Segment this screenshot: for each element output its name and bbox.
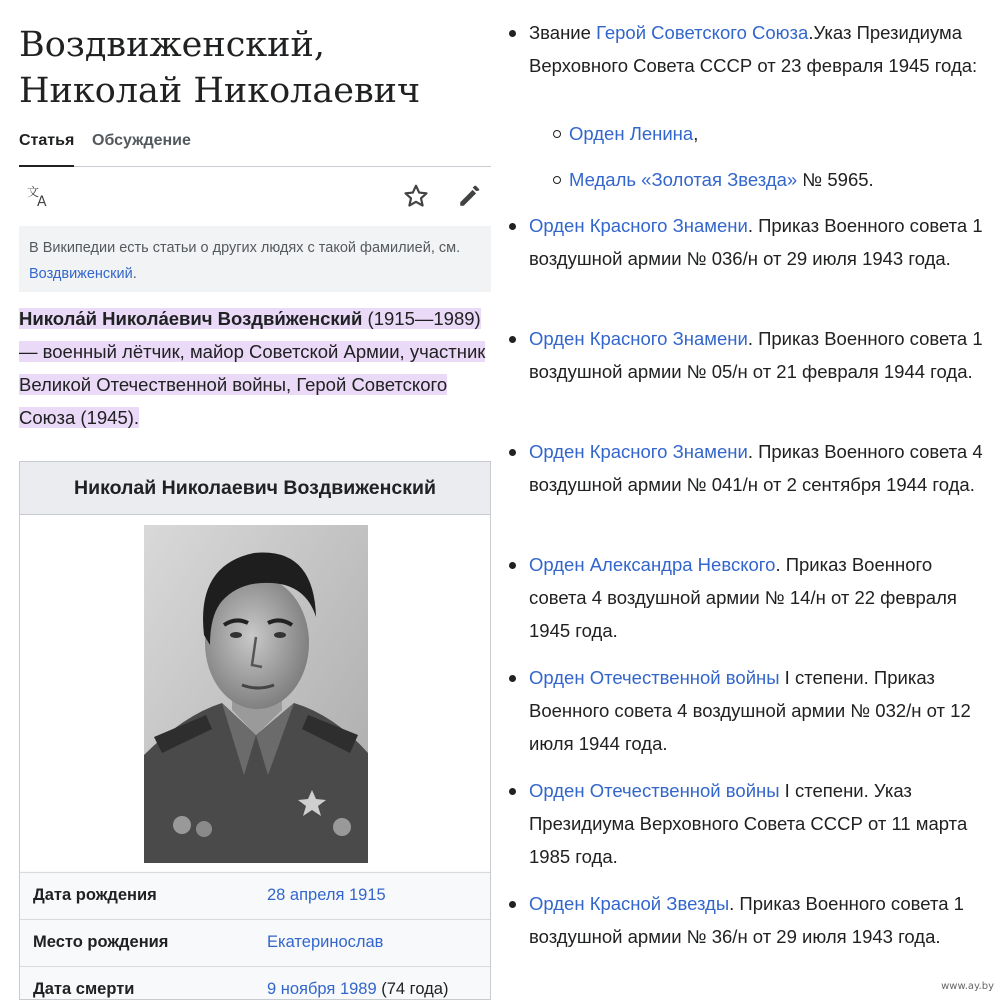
bullet — [509, 788, 516, 795]
award-hero-link[interactable]: Герой Советского Союза — [596, 22, 809, 43]
award-hero — [529, 16, 987, 82]
award-text: . Приказ Военного совета 4 воздушной армии № 041/н от 2 сентября 1944 года. — [529, 441, 983, 495]
award-link[interactable]: Орден Отечественной войны — [529, 780, 780, 801]
award-item — [529, 209, 987, 275]
award-sub-link[interactable]: Орден Ленина — [569, 123, 694, 144]
lead-text: (1915—1989) — военный лётчик, майор Советской Армии, участник Великой Отечественной войны, Герой Советского Союза (1945). — [19, 308, 486, 428]
birth-date-link[interactable]: 28 апреля 1915 — [267, 886, 386, 904]
bullet — [509, 901, 516, 908]
death-age: (74 года) — [376, 980, 449, 998]
death-date-link[interactable]: 9 ноября 1989 — [267, 980, 377, 998]
award-sub-link[interactable]: Медаль «Золотая Звезда» — [569, 169, 798, 190]
award-hero-text: .Указ Президиума Верховного Совета СССР от 23 февраля 1945 года: — [529, 22, 978, 76]
bullet — [509, 562, 516, 569]
star-icon[interactable] — [401, 181, 431, 211]
infobox-image-cell — [20, 515, 490, 871]
birth-place-label: Место рождения — [33, 933, 169, 951]
infobox-row-birth-date — [20, 872, 490, 920]
infobox-title: Николай Николаевич Воздвиженский — [20, 462, 490, 515]
award-item — [529, 322, 987, 388]
page-title: Воздвиженский, Николай Николаевич — [19, 25, 421, 111]
hatnote-end: . — [132, 266, 137, 282]
sub-bullet — [553, 130, 561, 138]
bullet — [509, 336, 516, 343]
birth-date-label: Дата рождения — [33, 886, 157, 904]
hatnote-text: В Википедии есть статьи о других людях с такой фамилией, см. — [29, 240, 461, 256]
award-sub-text: № 5965. — [797, 169, 874, 190]
award-link[interactable]: Орден Красного Знамени — [529, 215, 748, 236]
portrait-photo[interactable] — [144, 525, 368, 863]
namespace-tabs — [19, 118, 491, 167]
award-item — [529, 887, 987, 953]
birth-date-value — [267, 886, 386, 905]
award-text: I степени. Приказ Военного совета 4 воздушной армии № 032/н от 12 июля 1944 года. — [529, 667, 971, 754]
award-link[interactable]: Орден Красной Звезды — [529, 893, 730, 914]
watermark: www.ay.by — [941, 981, 994, 992]
award-text: . Приказ Военного совета 1 воздушной армии № 36/н от 29 июля 1943 года. — [529, 893, 964, 947]
infobox — [19, 461, 491, 1000]
infobox-row-birth-place — [20, 919, 490, 967]
award-link[interactable]: Орден Красного Знамени — [529, 441, 748, 462]
hatnote — [19, 226, 491, 292]
award-hero-prefix: Звание — [529, 22, 597, 43]
award-item — [529, 661, 987, 760]
page-toolbar — [19, 167, 491, 225]
svg-text:A: A — [37, 194, 47, 209]
birth-place-link[interactable]: Екатеринослав — [267, 933, 384, 951]
pencil-icon[interactable] — [455, 181, 485, 211]
death-date-label: Дата смерти — [33, 980, 135, 998]
bullet — [509, 449, 516, 456]
tab-talk[interactable]: Обсуждение — [92, 132, 191, 149]
award-link[interactable]: Орден Красного Знамени — [529, 328, 748, 349]
award-sub-text: , — [693, 123, 699, 144]
bullet — [509, 223, 516, 230]
award-link[interactable]: Орден Отечественной войны — [529, 667, 780, 688]
sub-bullet — [553, 176, 561, 184]
award-item — [529, 435, 987, 501]
award-link[interactable]: Орден Александра Невского — [529, 554, 776, 575]
bullet — [509, 675, 516, 682]
award-sub-item — [569, 117, 1000, 150]
lead-paragraph — [19, 302, 491, 434]
award-text: I степени. Указ Президиума Верховного Совета СССР от 11 марта 1985 года. — [529, 780, 968, 867]
svg-text:文: 文 — [27, 185, 40, 199]
birth-place-value — [267, 933, 383, 952]
translate-icon[interactable] — [24, 181, 54, 211]
award-text: . Приказ Военного совета 1 воздушной армии № 05/н от 21 февраля 1944 года. — [529, 328, 983, 382]
bullet — [509, 30, 516, 37]
lead-name: Никола́й Никола́евич Воздви́женский — [19, 308, 363, 329]
hatnote-link[interactable]: Воздвиженский — [29, 266, 133, 282]
award-text: . Приказ Военного совета 1 воздушной армии № 036/н от 29 июля 1943 года. — [529, 215, 983, 269]
award-text: . Приказ Военного совета 4 воздушной армии № 14/н от 22 февраля 1945 года. — [529, 554, 957, 641]
award-item — [529, 548, 987, 647]
tab-article[interactable]: Статья — [19, 132, 75, 149]
infobox-row-death-date — [20, 966, 490, 1000]
award-sub-item — [569, 163, 1000, 196]
death-date-value — [267, 980, 448, 999]
award-item — [529, 774, 987, 873]
